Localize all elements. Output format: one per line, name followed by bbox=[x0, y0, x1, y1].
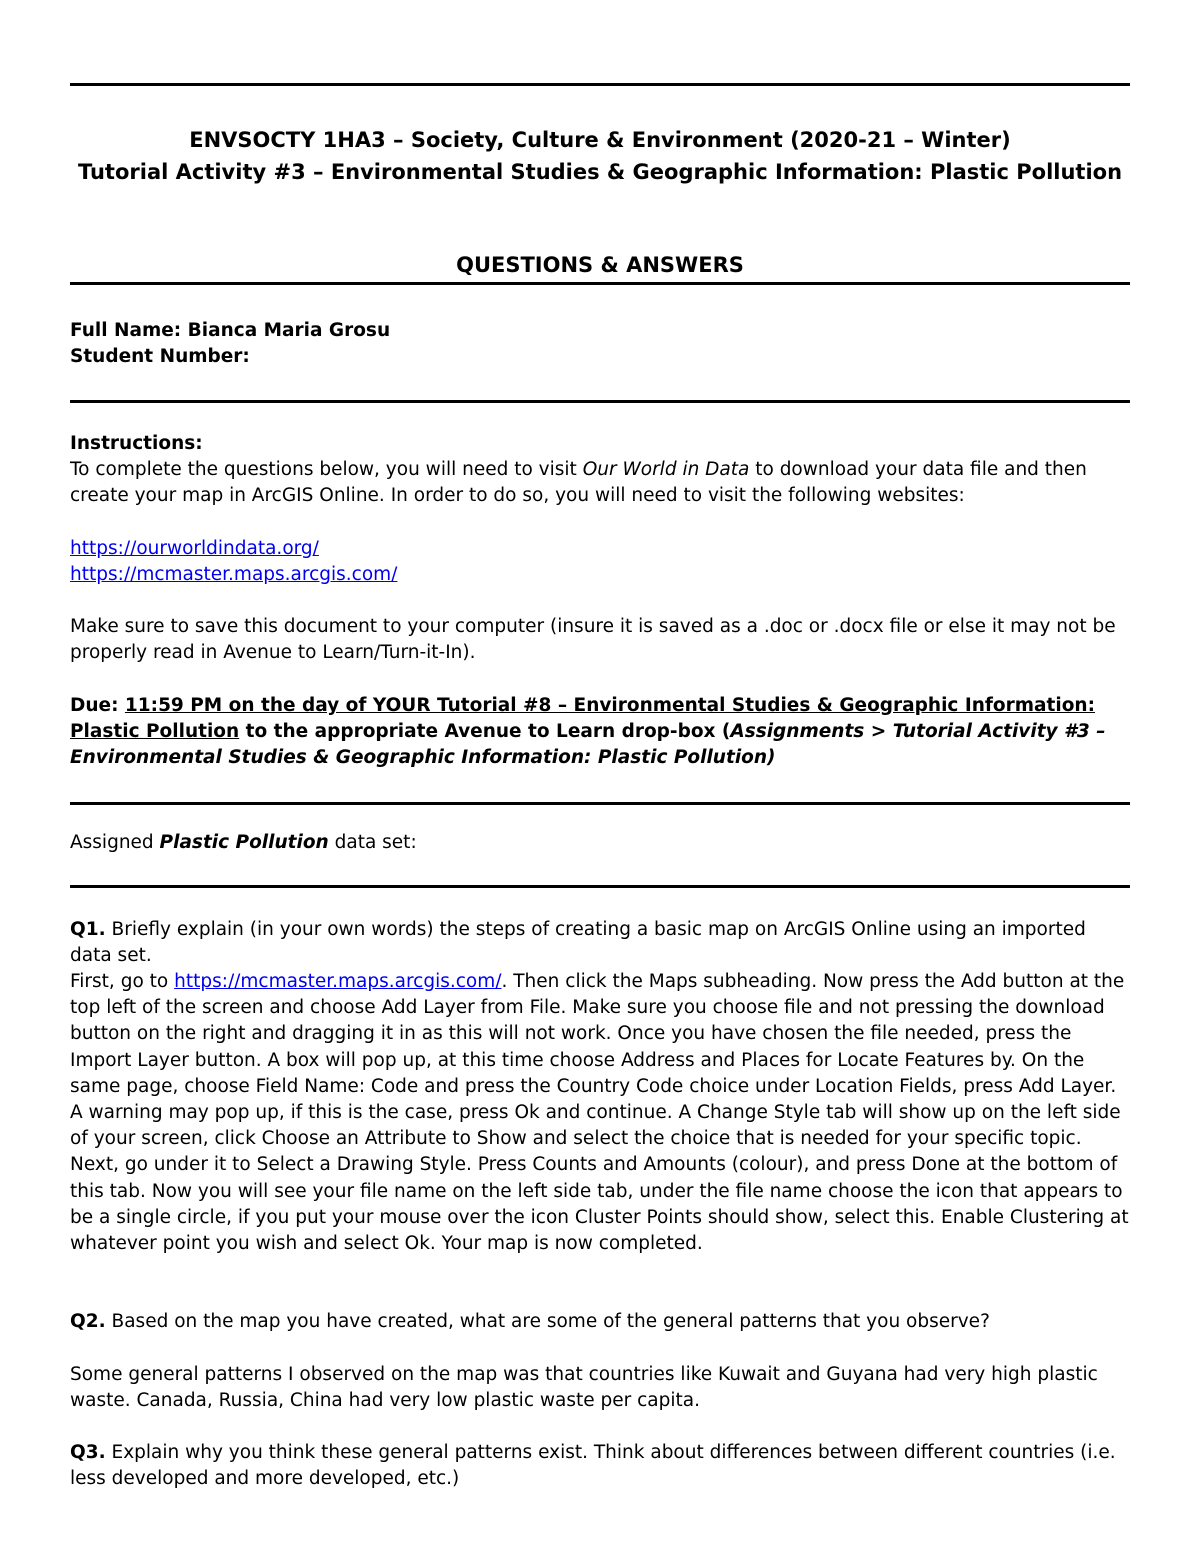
instructions-heading: Instructions: bbox=[70, 433, 203, 454]
q1-arcgis-link[interactable]: https://mcmaster.maps.arcgis.com/ bbox=[174, 971, 502, 992]
q3-question: Q3. Explain why you think these general patterns exist. Think about differences between different countries (i.e. less developed and more developed, etc.) bbox=[70, 1442, 1116, 1490]
student-number-line: Student Number: bbox=[70, 346, 250, 367]
qa-heading: QUESTIONS & ANSWERS bbox=[456, 253, 744, 277]
tutorial-title: Tutorial Activity #3 – Environmental Studies & Geographic Information: Plastic Pollution bbox=[77, 160, 1123, 184]
full-name-line: Full Name: Bianca Maria Grosu bbox=[70, 320, 391, 341]
link-arcgis-line bbox=[70, 562, 1130, 588]
instructions-text: To complete the questions below, you will need to visit Our World in Data to download your data file and then create your map in ArcGIS Online. In order to do so, you will need to visit the following websites: bbox=[70, 459, 1087, 507]
rule-after-heading bbox=[70, 282, 1130, 285]
rule-after-dataset bbox=[70, 885, 1130, 888]
save-note: Make sure to save this document to your computer (insure it is saved as a .doc or .docx file or else it may not be properly read in Avenue to Learn/Turn-it-In). bbox=[70, 616, 1116, 664]
arcgis-link[interactable]: https://mcmaster.maps.arcgis.com/ bbox=[70, 564, 398, 585]
ourworldindata-link[interactable]: https://ourworldindata.org/ bbox=[70, 538, 319, 559]
assigned-dataset-line: Assigned Plastic Pollution data set: bbox=[70, 832, 417, 853]
rule-after-student bbox=[70, 400, 1130, 403]
course-title: ENVSOCTY 1HA3 – Society, Culture & Environment (2020-21 – Winter) bbox=[189, 128, 1011, 152]
link-ourworldindata-line bbox=[70, 536, 1130, 562]
rule-after-due bbox=[70, 802, 1130, 805]
q2-question: Q2. Based on the map you have created, what are some of the general patterns that you observe? bbox=[70, 1311, 990, 1332]
q1-question: Q1. Briefly explain (in your own words) the steps of creating a basic map on ArcGIS Online using an imported data set. bbox=[70, 919, 1086, 967]
due-date-text: Due: 11:59 PM on the day of YOUR Tutorial #8 – Environmental Studies & Geographic Information: Plastic Pollution to the appropriate Avenue to Learn drop-box (Assignments > Tutorial Activity #3 – Environmental Studies & Geographic Information: Plastic Pollution) bbox=[70, 695, 1106, 769]
top-rule bbox=[70, 83, 1130, 86]
q1-answer: First, go to https://mcmaster.maps.arcgis.com/. Then click the Maps subheading. Now press the Add button at the top left of the screen and choose Add Layer from File. Make sure you choose file and not pressing the download button on the right and dragging it in as this will not work. Once you have chosen the file needed, press the Import Layer button. A box will pop up, at this time choose Address and Places for Locate Features by. On the same page, choose Field Name: Code and press the Country Code choice under Location Fields, press Add Layer. A warning may pop up, if this is the case, press Ok and continue. A Change Style tab will show up on the left side of your screen, click Choose an Attribute to Show and select the choice that is needed for your specific topic. Next, go under it to Select a Drawing Style. Press Counts and Amounts (colour), and press Done at the bottom of this tab. Now you will see your file name on the left side tab, under the file name choose the icon that appears to be a single circle, if you put your mouse over the icon Cluster Points should show, select this. Enable Clustering at whatever point you wish and select Ok. Your map is now completed. bbox=[70, 971, 1129, 1255]
q2-answer: Some general patterns I observed on the map was that countries like Kuwait and Guyana had very high plastic waste. Canada, Russia, China had very low plastic waste per capita. bbox=[70, 1364, 1098, 1412]
